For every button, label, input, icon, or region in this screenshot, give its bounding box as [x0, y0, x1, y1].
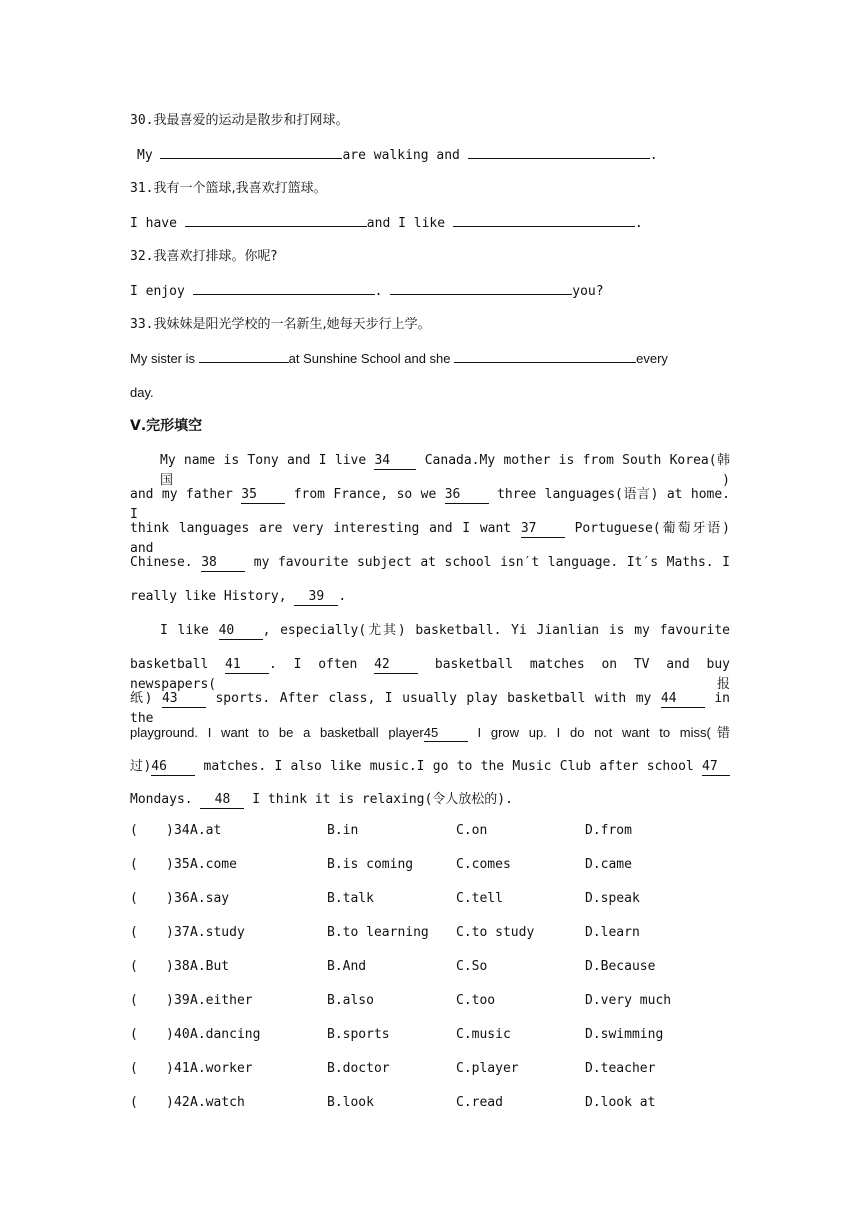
option-c[interactable]: C.too — [456, 993, 496, 1008]
question-number: 41 — [174, 1061, 190, 1076]
answer-bracket-open[interactable]: ( — [130, 857, 138, 872]
option-b[interactable]: B.look — [327, 1095, 374, 1110]
cloze-blank-44[interactable]: 44 — [661, 691, 705, 708]
cloze-blank-40[interactable]: 40 — [219, 623, 263, 640]
cloze-blank-35[interactable]: 35 — [241, 487, 285, 504]
option-b[interactable]: B.And — [327, 959, 367, 974]
cloze-blank-45[interactable]: 45 — [424, 725, 468, 742]
answer-bracket-open[interactable]: ( — [130, 1061, 138, 1076]
passage-line: My name is Tony and I live 34 Canada.My mother is from South Korea(韩国) — [160, 453, 730, 488]
option-b[interactable]: B.also — [327, 993, 374, 1008]
passage-line: and my father 35 from France, so we 36 three languages(语言) at home. I — [130, 487, 730, 522]
option-d[interactable]: D.look at — [585, 1095, 656, 1110]
answer-blank[interactable] — [390, 281, 572, 295]
answer-bracket-open[interactable]: ( — [130, 925, 138, 940]
question-30-answer-line: My are walking and . — [137, 145, 658, 166]
cloze-blank-46[interactable]: 46 — [151, 759, 195, 776]
question-number: 42 — [174, 1095, 190, 1110]
answer-bracket-open[interactable]: ( — [130, 993, 138, 1008]
question-number: 37 — [174, 925, 190, 940]
option-d[interactable]: D.Because — [585, 959, 656, 974]
answer-bracket-close: ) — [166, 925, 174, 940]
option-c[interactable]: C.tell — [456, 891, 503, 906]
question-number: 38 — [174, 959, 190, 974]
question-30-prompt: 30.我最喜爱的运动是散步和打网球。 — [130, 113, 349, 128]
option-a[interactable]: A.come — [190, 857, 237, 872]
cloze-blank-42[interactable]: 42 — [374, 657, 418, 674]
option-row — [130, 957, 730, 977]
answer-bracket-open[interactable]: ( — [130, 1095, 138, 1110]
cloze-blank-43[interactable]: 43 — [162, 691, 206, 708]
answer-bracket-open[interactable]: ( — [130, 823, 138, 838]
answer-blank[interactable] — [185, 213, 367, 227]
option-a[interactable]: A.dancing — [190, 1027, 261, 1042]
option-row — [130, 1059, 730, 1079]
option-c[interactable]: C.on — [456, 823, 488, 838]
option-c[interactable]: C.music — [456, 1027, 511, 1042]
answer-bracket-close: ) — [166, 993, 174, 1008]
answer-bracket-close: ) — [166, 1095, 174, 1110]
option-b[interactable]: B.sports — [327, 1027, 390, 1042]
question-33-prompt: 33.我妹妹是阳光学校的一名新生,她每天步行上学。 — [130, 317, 431, 332]
answer-blank[interactable] — [454, 349, 636, 363]
option-d[interactable]: D.very much — [585, 993, 672, 1008]
cloze-blank-48[interactable]: 48 — [200, 792, 244, 809]
question-number: 40 — [174, 1027, 190, 1042]
option-d[interactable]: D.swimming — [585, 1027, 664, 1042]
question-number: 36 — [174, 891, 190, 906]
passage-line: 纸) 43 sports. After class, I usually play basketball with my 44 in the — [130, 691, 731, 726]
passage-line: I like 40 , especially(尤其) basketball. Yi Jianlian is my favourite — [160, 623, 731, 638]
option-b[interactable]: B.talk — [327, 891, 374, 906]
passage-line: 过)46 matches. I also like music.I go to the Music Club after school 47 — [130, 757, 730, 777]
option-a[interactable]: A.watch — [190, 1095, 245, 1110]
section-title: Ⅴ.完形填空 — [130, 418, 203, 434]
question-31-answer-line: I have and I like . — [130, 213, 643, 234]
option-c[interactable]: C.read — [456, 1095, 503, 1110]
option-row — [130, 991, 730, 1011]
option-row — [130, 1025, 730, 1045]
option-d[interactable]: D.speak — [585, 891, 640, 906]
cloze-blank-34[interactable]: 34 — [374, 453, 416, 470]
cloze-blank-47[interactable]: 47 — [702, 759, 730, 776]
option-a[interactable]: A.say — [190, 891, 230, 906]
question-31-prompt: 31.我有一个篮球,我喜欢打篮球。 — [130, 181, 327, 196]
question-32-answer-line: I enjoy . you? — [130, 281, 604, 302]
option-row — [130, 821, 730, 841]
option-c[interactable]: C.to study — [456, 925, 535, 940]
passage-line: Mondays. 48 I think it is relaxing(令人放松的). — [130, 792, 513, 807]
option-c[interactable]: C.comes — [456, 857, 511, 872]
option-row — [130, 1093, 730, 1113]
answer-bracket-open[interactable]: ( — [130, 959, 138, 974]
cloze-blank-39[interactable]: 39 — [294, 589, 338, 606]
option-row — [130, 889, 730, 909]
question-33-continuation: day. — [130, 385, 154, 400]
answer-bracket-close: ) — [166, 1027, 174, 1042]
passage-line: think languages are very interesting and I want 37 Portuguese(葡萄牙语) and — [130, 521, 730, 556]
answer-bracket-close: ) — [166, 1061, 174, 1076]
answer-blank[interactable] — [468, 145, 650, 159]
option-b[interactable]: B.doctor — [327, 1061, 390, 1076]
option-a[interactable]: A.either — [190, 993, 253, 1008]
option-b[interactable]: B.in — [327, 823, 359, 838]
cloze-blank-36[interactable]: 36 — [445, 487, 489, 504]
option-c[interactable]: C.player — [456, 1061, 519, 1076]
answer-bracket-open[interactable]: ( — [130, 891, 138, 906]
answer-blank[interactable] — [193, 281, 375, 295]
question-32-prompt: 32.我喜欢打排球。你呢? — [130, 249, 278, 264]
option-row — [130, 855, 730, 875]
answer-bracket-close: ) — [166, 823, 174, 838]
answer-bracket-open[interactable]: ( — [130, 1027, 138, 1042]
cloze-blank-41[interactable]: 41 — [225, 657, 269, 674]
option-a[interactable]: A.at — [190, 823, 222, 838]
answer-bracket-close: ) — [166, 891, 174, 906]
cloze-blank-37[interactable]: 37 — [521, 521, 565, 538]
question-number: 34 — [174, 823, 190, 838]
option-d[interactable]: D.from — [585, 823, 632, 838]
option-row — [130, 923, 730, 943]
question-number: 39 — [174, 993, 190, 1008]
answer-blank[interactable] — [160, 145, 342, 159]
passage-line: basketball 41 . I often 42 basketball matches on TV and buy newspapers(报 — [130, 657, 730, 692]
option-a[interactable]: A.worker — [190, 1061, 253, 1076]
option-b[interactable]: B.to learning — [327, 925, 429, 940]
answer-blank[interactable] — [453, 213, 635, 227]
answer-blank[interactable] — [199, 349, 289, 363]
passage-line: playground. I want to be a basketball player45 I grow up. I do not want to miss(错 — [130, 725, 730, 740]
option-d[interactable]: D.teacher — [585, 1061, 656, 1076]
passage-line: really like History, 39 . — [130, 589, 347, 604]
option-d[interactable]: D.learn — [585, 925, 640, 940]
option-b[interactable]: B.is coming — [327, 857, 414, 872]
question-33-answer-line: My sister is at Sunshine School and she every — [130, 351, 668, 366]
option-a[interactable]: A.But — [190, 959, 230, 974]
cloze-blank-38[interactable]: 38 — [201, 555, 245, 572]
passage-line: Chinese. 38 my favourite subject at school isn′t language. It′s Maths. I — [130, 555, 730, 570]
question-number: 35 — [174, 857, 190, 872]
answer-bracket-close: ) — [166, 857, 174, 872]
option-d[interactable]: D.came — [585, 857, 632, 872]
option-c[interactable]: C.So — [456, 959, 488, 974]
answer-bracket-close: ) — [166, 959, 174, 974]
option-a[interactable]: A.study — [190, 925, 245, 940]
